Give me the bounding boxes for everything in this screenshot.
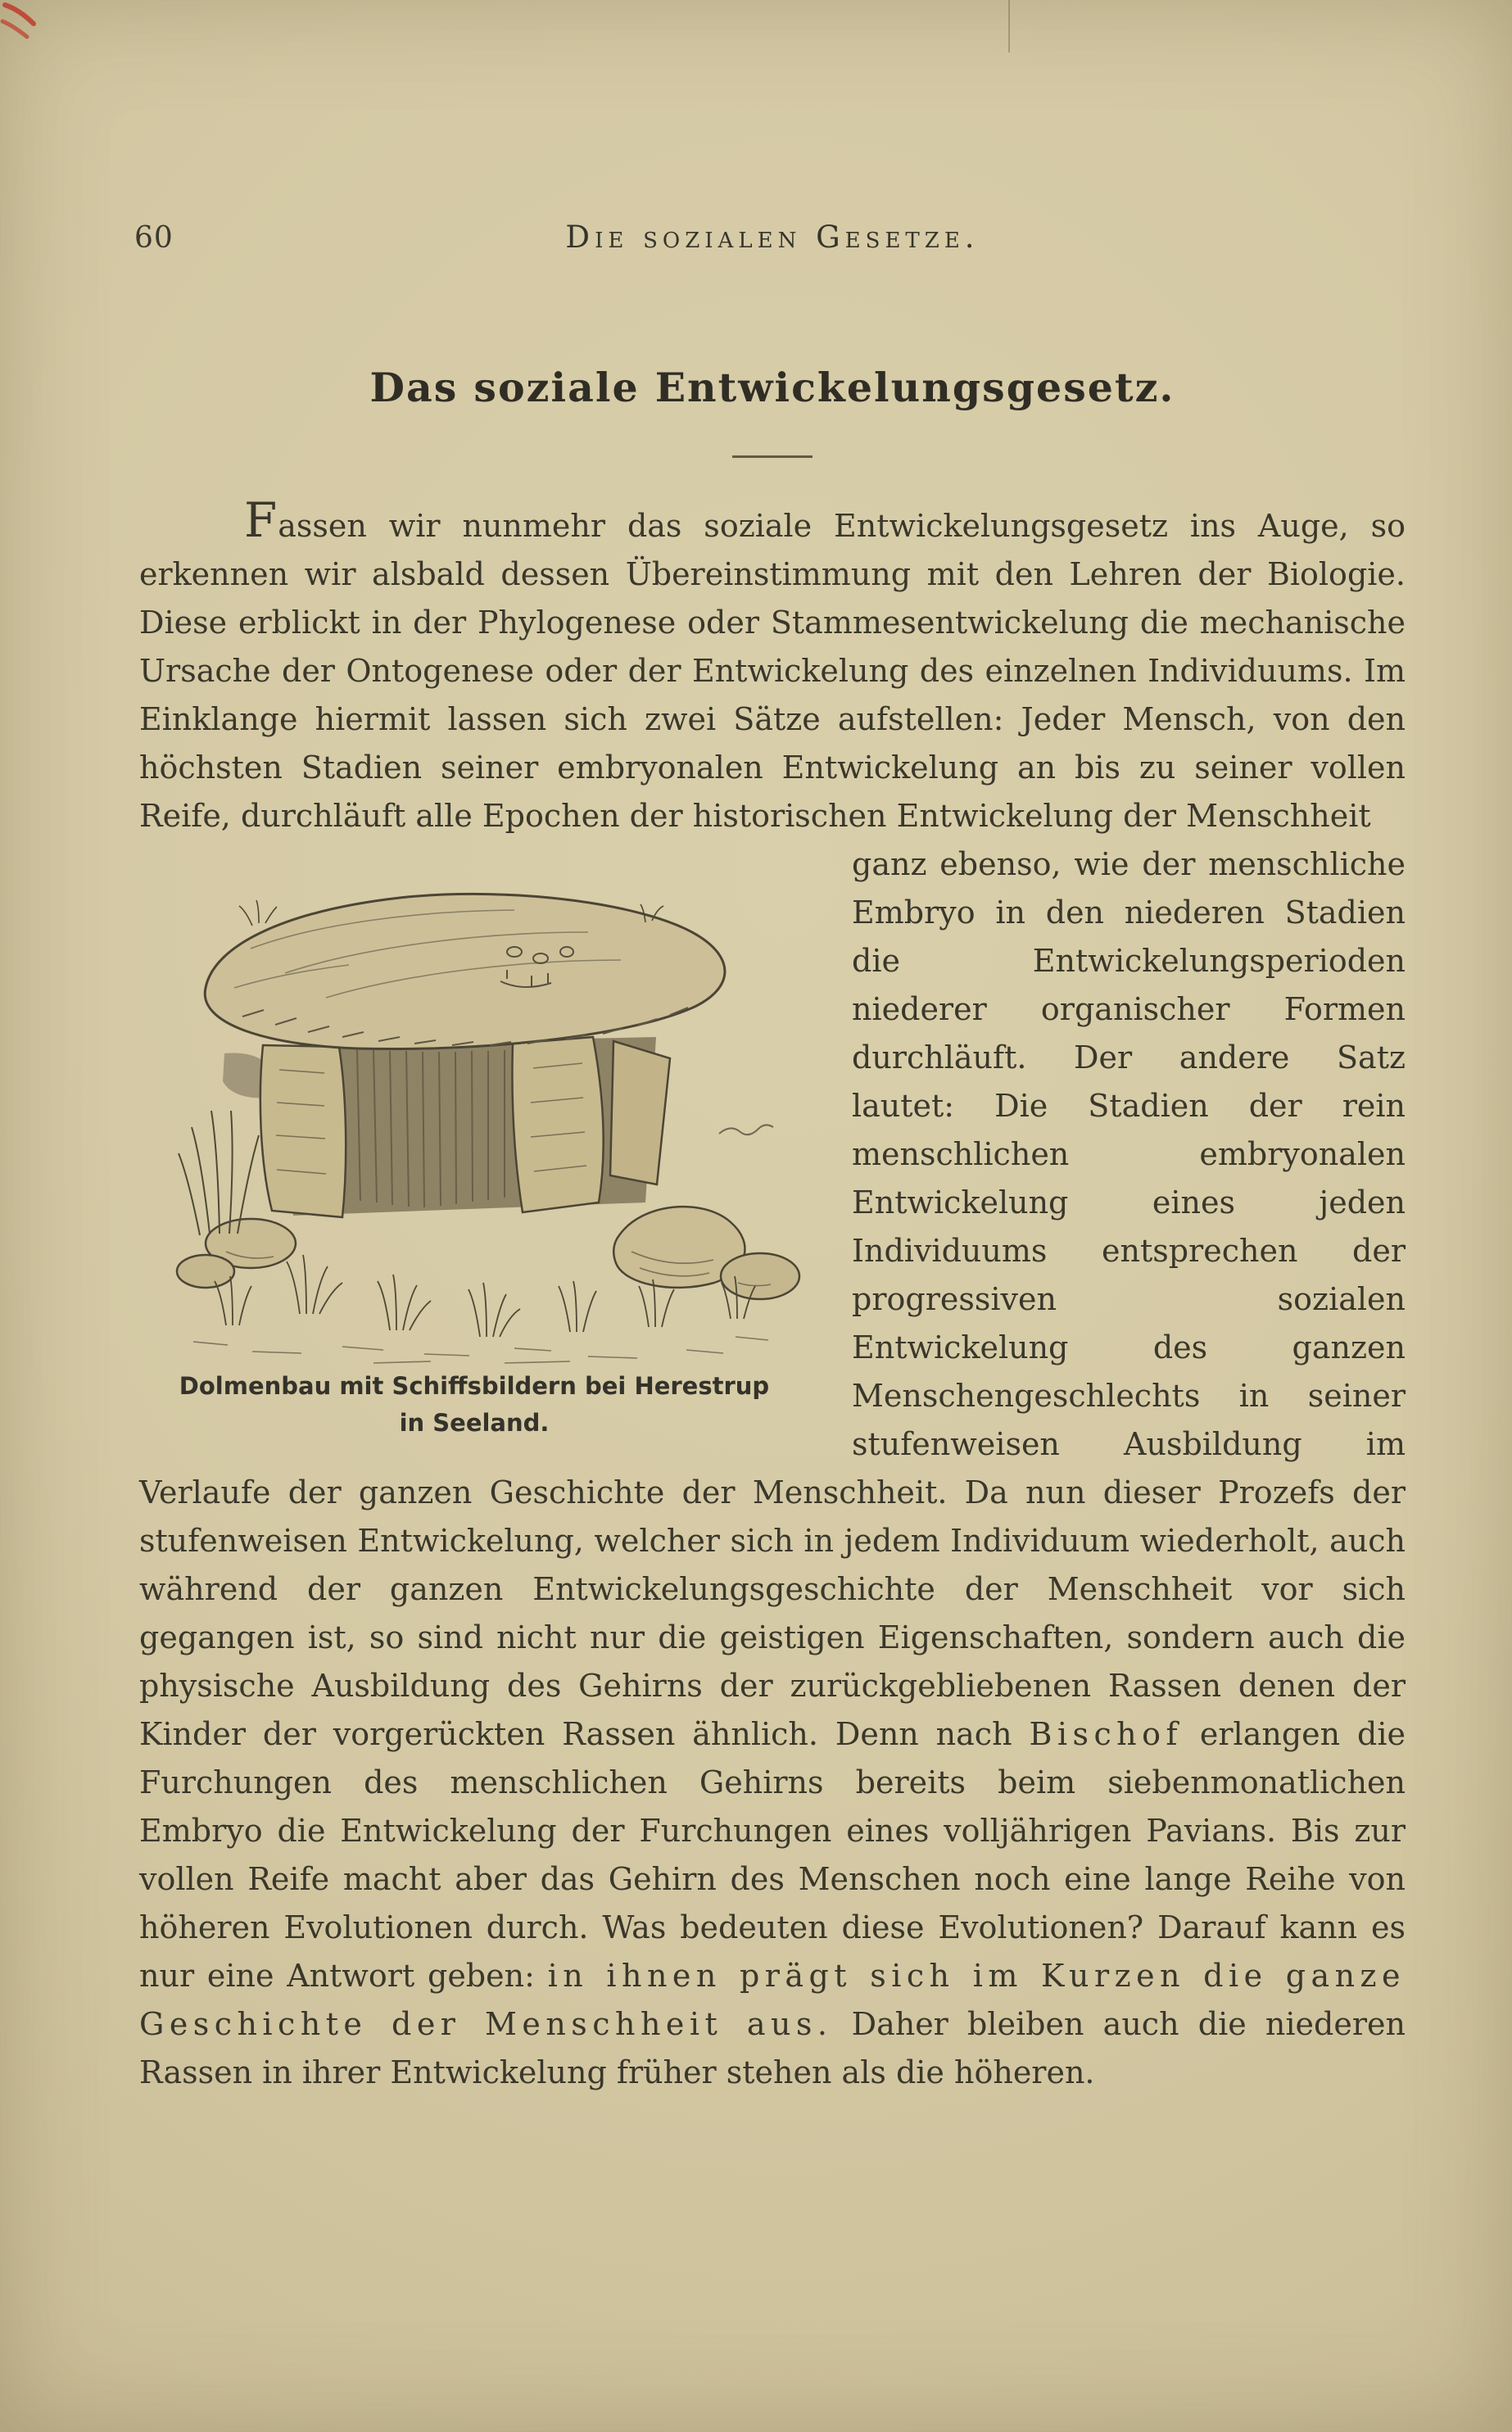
paragraph-part-1 (139, 492, 1406, 840)
running-header: Die sozialen Gesetze. (565, 220, 980, 255)
text-block (134, 0, 1406, 2097)
caption-line-2: in Seeland. (399, 1409, 550, 1437)
engraver-signature-icon (719, 1125, 773, 1134)
title-divider (732, 455, 813, 458)
dolmen-engraving (128, 849, 821, 1365)
body-emphasis-phrase: in ihnen prägt sich im Kurzen die ganze Geschichte der Menschheit aus. (139, 1958, 1406, 2042)
body-part-2a: ganz ebenso, wie der menschliche Embryo in den niederen Stadien die Entwickelungsperioden niederer organischer Formen durchläuft. Der andere Satz lautet: Die Stadien der rein menschlichen embryonalen Entwickelung eines jeden Individuums entsprechen der progressiven sozialen Entwickelung des ganzen Menschengeschlechts in seiner stufenweisen Ausbildung im Verlaufe der ganzen Geschichte der Menschheit. Da nun dieser Prozefs der stufenweisen Entwickelung, welcher sich in jedem Individuum wiederholt, auch während der ganzen Entwickelungsgeschichte der Menschheit vor sich gegangen ist, so sind nicht nur die geistigen Eigenschaften, sondern auch die physische Ausbildung des Gehirns der zurückgebliebenen Rassen denen der Kinder der vorgerückten Rassen ähnlich. Denn nach (139, 846, 1406, 1752)
body-part-2b: erlangen die Furchungen des menschlichen Gehirns bereits beim siebenmonatlichen Embryo die Entwickelung der Furchungen eines volljährigen Pavians. Bis zur vollen Reife macht aber das Gehirn des Menschen noch eine lange Reihe von höheren Evolutionen durch. Was bedeuten diese Evolutionen? Darauf kann es nur eine Antwort geben: (139, 1716, 1406, 1994)
drop-cap-initial: F (244, 492, 278, 548)
page-header (134, 220, 1406, 260)
page-number: 60 (134, 221, 174, 255)
caption-line-1: Dolmenbau mit Schiffsbildern bei Herestrup (179, 1372, 770, 1400)
body-emphasis-bischof: Bischof (1029, 1716, 1183, 1752)
body-part-3: Daher bleiben auch die niederen Rassen in ihrer Entwickelung früher stehen als die höheren. (139, 2006, 1406, 2090)
body-text (139, 492, 1406, 2097)
paragraph-part-2 (139, 840, 1406, 2097)
figure-caption (128, 1368, 821, 1442)
dolmen-illustration (128, 849, 821, 1442)
body-part-1: assen wir nunmehr das soziale Entwickelungsgesetz ins Auge, so erkennen wir alsbald dessen Übereinstimmung mit den Lehren der Biologie. Diese erblickt in der Phylogenese oder Stammesentwickelung die mechanische Ursache der Ontogenese oder der Entwickelung des einzelnen Individuums. Im Einklange hiermit lassen sich zwei Sätze aufstellen: Jeder Mensch, von den höchsten Stadien seiner embryonalen Entwickelung an bis zu seiner vollen Reife, durchläuft alle Epochen der historischen Entwickelung der Menschheit (139, 508, 1406, 834)
chapter-title: Das soziale Entwickelungsgesetz. (369, 364, 1175, 411)
red-pen-mark (0, 0, 59, 54)
